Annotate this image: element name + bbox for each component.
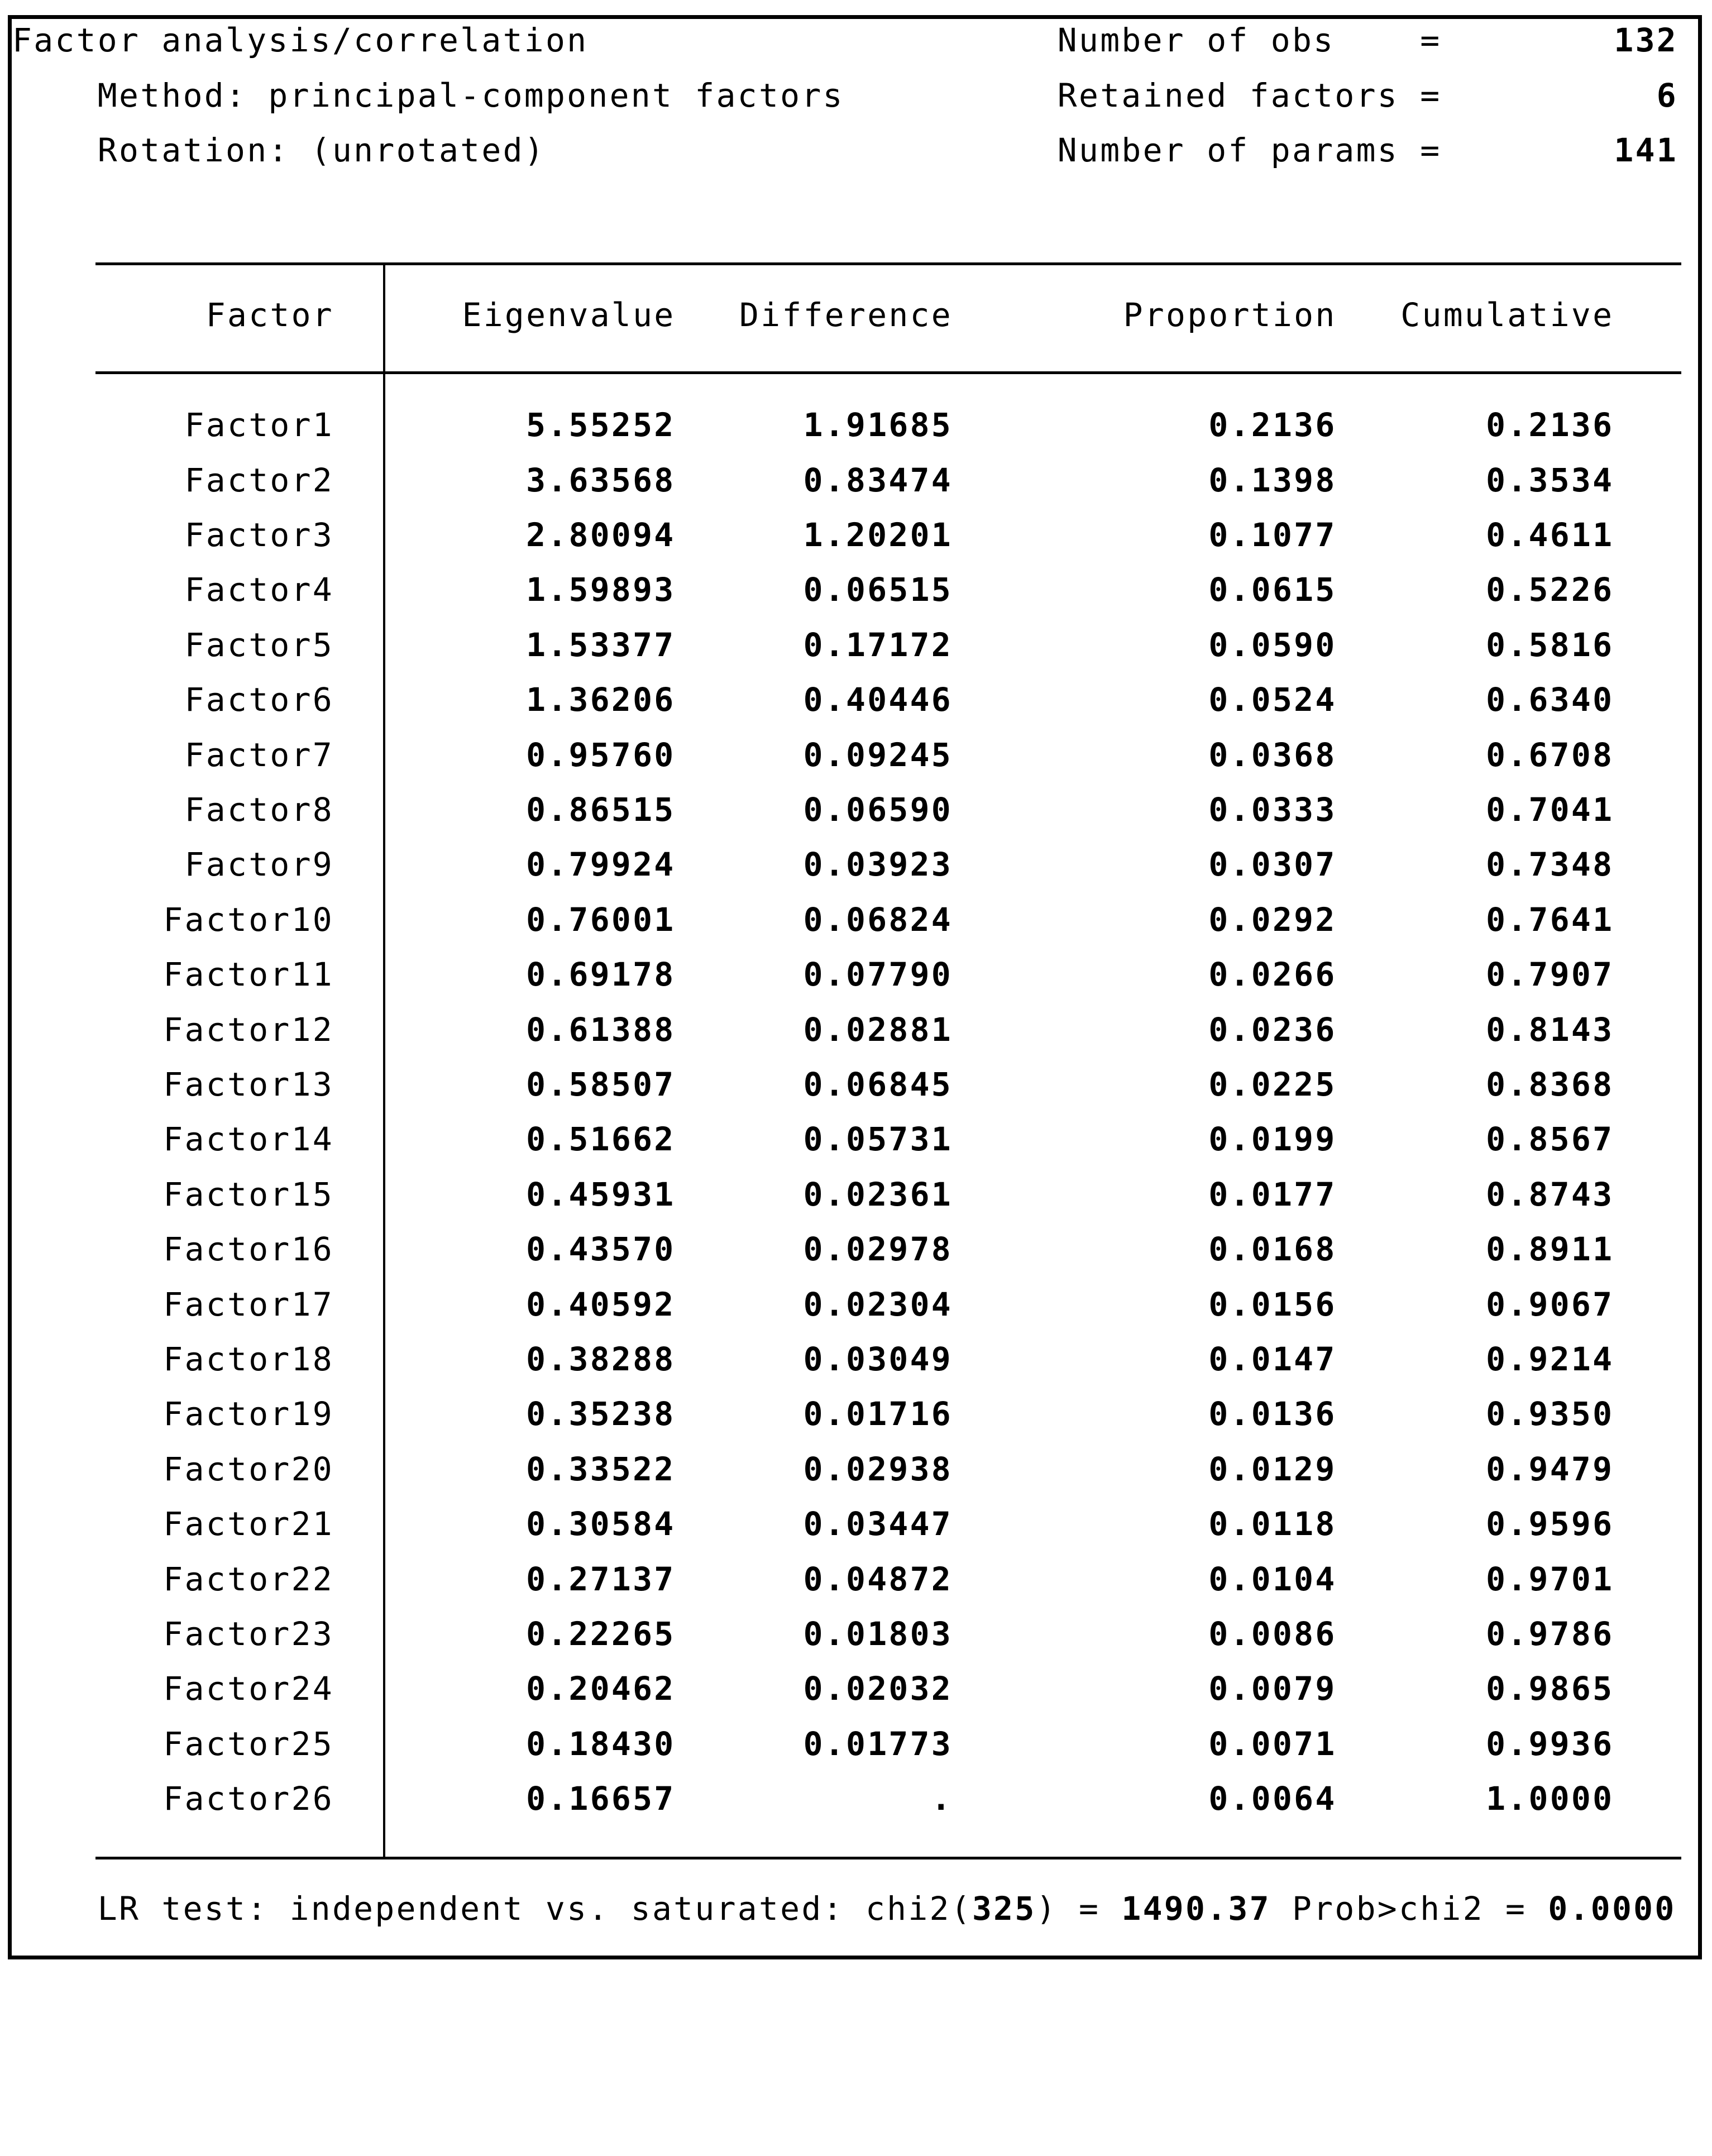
table-header-row bbox=[12, 288, 1704, 342]
factor-label: Factor8 bbox=[184, 790, 334, 829]
column-header-eigenvalue: Eigenvalue bbox=[462, 296, 676, 334]
cumulative-cell: 0.7041 bbox=[1486, 790, 1614, 829]
stat-label-obs: Number of obs bbox=[1057, 21, 1335, 60]
difference-cell: 0.06824 bbox=[803, 900, 953, 939]
factor-label: Factor20 bbox=[163, 1450, 334, 1488]
factor-label: Factor7 bbox=[184, 735, 334, 774]
difference-cell: . bbox=[931, 1780, 953, 1818]
difference-cell: 0.06845 bbox=[803, 1065, 953, 1103]
difference-cell: 0.17172 bbox=[803, 625, 953, 664]
stat-value-params: 141 bbox=[1614, 131, 1678, 170]
difference-cell: 0.01716 bbox=[803, 1395, 953, 1433]
stat-equals-obs: = bbox=[1420, 21, 1442, 60]
lr-test-prefix: LR test: independent vs. saturated: chi2( bbox=[97, 1889, 972, 1928]
header-line-1 bbox=[12, 13, 1704, 68]
factor-label: Factor2 bbox=[184, 461, 334, 499]
proportion-cell: 0.0086 bbox=[1208, 1614, 1337, 1653]
factor-label: Factor15 bbox=[163, 1175, 334, 1213]
cumulative-cell: 0.8368 bbox=[1486, 1065, 1614, 1103]
cumulative-cell: 0.9865 bbox=[1486, 1670, 1614, 1708]
method-label: Method: principal-component factors bbox=[97, 76, 844, 114]
factor-label: Factor17 bbox=[163, 1285, 334, 1323]
eigenvalue-cell: 0.38288 bbox=[526, 1340, 676, 1378]
column-header-cumulative: Cumulative bbox=[1400, 296, 1614, 334]
lr-test-prob-label: Prob>chi2 = bbox=[1270, 1889, 1548, 1928]
rotation-label: Rotation: (unrotated) bbox=[97, 131, 546, 170]
cumulative-cell: 0.9786 bbox=[1486, 1614, 1614, 1653]
difference-cell: 0.06590 bbox=[803, 790, 953, 829]
eigenvalue-cell: 3.63568 bbox=[526, 461, 676, 499]
table-top-rule bbox=[95, 262, 1681, 265]
difference-cell: 0.04872 bbox=[803, 1560, 953, 1598]
difference-cell: 0.02938 bbox=[803, 1450, 953, 1488]
lr-test-prob: 0.0000 bbox=[1548, 1889, 1676, 1928]
difference-cell: 0.02978 bbox=[803, 1230, 953, 1269]
column-header-factor: Factor bbox=[205, 296, 334, 334]
factor-label: Factor21 bbox=[163, 1505, 334, 1543]
factor-label: Factor3 bbox=[184, 515, 334, 554]
table-row bbox=[12, 947, 1704, 1002]
cumulative-cell: 0.7907 bbox=[1486, 955, 1614, 994]
factor-label: Factor19 bbox=[163, 1395, 334, 1433]
cumulative-cell: 0.3534 bbox=[1486, 461, 1614, 499]
proportion-cell: 0.0524 bbox=[1208, 681, 1337, 719]
cumulative-cell: 1.0000 bbox=[1486, 1780, 1614, 1818]
proportion-cell: 0.0292 bbox=[1208, 900, 1337, 939]
cumulative-cell: 0.9479 bbox=[1486, 1450, 1614, 1488]
proportion-cell: 0.1077 bbox=[1208, 515, 1337, 554]
proportion-cell: 0.0236 bbox=[1208, 1010, 1337, 1049]
stat-value-retained: 6 bbox=[1656, 76, 1678, 114]
cumulative-cell: 0.9350 bbox=[1486, 1395, 1614, 1433]
table-row bbox=[12, 618, 1704, 672]
factor-label: Factor13 bbox=[163, 1065, 334, 1103]
lr-test-df: 325 bbox=[972, 1889, 1036, 1928]
stat-label-retained: Retained factors bbox=[1057, 76, 1399, 114]
proportion-cell: 0.0136 bbox=[1208, 1395, 1337, 1433]
factor-label: Factor22 bbox=[163, 1560, 334, 1598]
cumulative-cell: 0.5816 bbox=[1486, 625, 1614, 664]
stat-value-obs: 132 bbox=[1614, 21, 1678, 60]
difference-cell: 0.40446 bbox=[803, 681, 953, 719]
lr-test-line bbox=[98, 1881, 1712, 1936]
eigenvalue-cell: 5.55252 bbox=[526, 406, 676, 444]
eigenvalue-cell: 0.86515 bbox=[526, 790, 676, 829]
table-row bbox=[12, 728, 1704, 782]
proportion-cell: 0.0307 bbox=[1208, 845, 1337, 884]
proportion-cell: 0.0104 bbox=[1208, 1560, 1337, 1598]
difference-cell: 1.91685 bbox=[803, 406, 953, 444]
eigenvalue-cell: 0.95760 bbox=[526, 735, 676, 774]
lr-test-mid: ) = bbox=[1036, 1889, 1122, 1928]
difference-cell: 0.03447 bbox=[803, 1505, 953, 1543]
proportion-cell: 0.0368 bbox=[1208, 735, 1337, 774]
cumulative-cell: 0.9214 bbox=[1486, 1340, 1614, 1378]
table-row bbox=[12, 782, 1704, 837]
factor-label: Factor6 bbox=[184, 681, 334, 719]
proportion-cell: 0.0129 bbox=[1208, 1450, 1337, 1488]
cumulative-cell: 0.5226 bbox=[1486, 571, 1614, 609]
table-row bbox=[12, 1442, 1704, 1497]
cumulative-cell: 0.8567 bbox=[1486, 1120, 1614, 1159]
factor-label: Factor14 bbox=[163, 1120, 334, 1159]
eigenvalue-cell: 0.40592 bbox=[526, 1285, 676, 1323]
proportion-cell: 0.0147 bbox=[1208, 1340, 1337, 1378]
table-row bbox=[12, 892, 1704, 947]
proportion-cell: 0.2136 bbox=[1208, 406, 1337, 444]
cumulative-cell: 0.6340 bbox=[1486, 681, 1614, 719]
factor-label: Factor5 bbox=[184, 625, 334, 664]
eigenvalue-cell: 0.20462 bbox=[526, 1670, 676, 1708]
proportion-cell: 0.0079 bbox=[1208, 1670, 1337, 1708]
table-row bbox=[12, 1332, 1704, 1387]
eigenvalue-cell: 0.22265 bbox=[526, 1614, 676, 1653]
difference-cell: 0.02881 bbox=[803, 1010, 953, 1049]
table-row bbox=[12, 398, 1704, 452]
table-row bbox=[12, 1222, 1704, 1277]
cumulative-cell: 0.9936 bbox=[1486, 1724, 1614, 1763]
header-line-2 bbox=[12, 68, 1704, 123]
cumulative-cell: 0.7641 bbox=[1486, 900, 1614, 939]
header-line-3 bbox=[12, 123, 1704, 178]
cumulative-cell: 0.4611 bbox=[1486, 515, 1614, 554]
table-row bbox=[12, 1387, 1704, 1441]
output-title: Factor analysis/correlation bbox=[12, 21, 589, 60]
proportion-cell: 0.0615 bbox=[1208, 571, 1337, 609]
cumulative-cell: 0.8743 bbox=[1486, 1175, 1614, 1213]
proportion-cell: 0.0168 bbox=[1208, 1230, 1337, 1269]
factor-label: Factor10 bbox=[163, 900, 334, 939]
eigenvalue-cell: 1.53377 bbox=[526, 625, 676, 664]
table-row bbox=[12, 562, 1704, 617]
difference-cell: 0.07790 bbox=[803, 955, 953, 994]
table-row bbox=[12, 1497, 1704, 1551]
eigenvalue-cell: 1.59893 bbox=[526, 571, 676, 609]
table-bottom-rule bbox=[95, 1857, 1681, 1859]
factor-label: Factor18 bbox=[163, 1340, 334, 1378]
difference-cell: 0.05731 bbox=[803, 1120, 953, 1159]
cumulative-cell: 0.8143 bbox=[1486, 1010, 1614, 1049]
cumulative-cell: 0.9701 bbox=[1486, 1560, 1614, 1598]
factor-label: Factor4 bbox=[184, 571, 334, 609]
eigenvalue-cell: 2.80094 bbox=[526, 515, 676, 554]
eigenvalue-cell: 0.61388 bbox=[526, 1010, 676, 1049]
eigenvalue-cell: 0.76001 bbox=[526, 900, 676, 939]
column-header-difference: Difference bbox=[739, 296, 953, 334]
difference-cell: 0.83474 bbox=[803, 461, 953, 499]
table-row bbox=[12, 1002, 1704, 1057]
factor-label: Factor25 bbox=[163, 1724, 334, 1763]
difference-cell: 0.02032 bbox=[803, 1670, 953, 1708]
cumulative-cell: 0.9067 bbox=[1486, 1285, 1614, 1323]
difference-cell: 0.06515 bbox=[803, 571, 953, 609]
difference-cell: 0.02361 bbox=[803, 1175, 953, 1213]
table-row bbox=[12, 1277, 1704, 1332]
table-row bbox=[12, 508, 1704, 562]
eigenvalue-cell: 0.16657 bbox=[526, 1780, 676, 1818]
eigenvalue-cell: 0.30584 bbox=[526, 1505, 676, 1543]
table-row bbox=[12, 1771, 1704, 1826]
factor-label: Factor12 bbox=[163, 1010, 334, 1049]
difference-cell: 0.03923 bbox=[803, 845, 953, 884]
eigenvalue-cell: 0.58507 bbox=[526, 1065, 676, 1103]
factor-label: Factor1 bbox=[184, 406, 334, 444]
proportion-cell: 0.1398 bbox=[1208, 461, 1337, 499]
factor-label: Factor9 bbox=[184, 845, 334, 884]
proportion-cell: 0.0064 bbox=[1208, 1780, 1337, 1818]
stat-equals-retained: = bbox=[1420, 76, 1442, 114]
table-row bbox=[12, 1717, 1704, 1771]
column-header-proportion: Proportion bbox=[1123, 296, 1337, 334]
eigenvalue-cell: 0.79924 bbox=[526, 845, 676, 884]
cumulative-cell: 0.8911 bbox=[1486, 1230, 1614, 1269]
cumulative-cell: 0.9596 bbox=[1486, 1505, 1614, 1543]
difference-cell: 0.02304 bbox=[803, 1285, 953, 1323]
factor-label: Factor16 bbox=[163, 1230, 334, 1269]
proportion-cell: 0.0156 bbox=[1208, 1285, 1337, 1323]
eigenvalue-cell: 0.35238 bbox=[526, 1395, 676, 1433]
proportion-cell: 0.0071 bbox=[1208, 1724, 1337, 1763]
proportion-cell: 0.0199 bbox=[1208, 1120, 1337, 1159]
difference-cell: 0.01773 bbox=[803, 1724, 953, 1763]
cumulative-cell: 0.7348 bbox=[1486, 845, 1614, 884]
difference-cell: 1.20201 bbox=[803, 515, 953, 554]
difference-cell: 0.09245 bbox=[803, 735, 953, 774]
proportion-cell: 0.0266 bbox=[1208, 955, 1337, 994]
table-row bbox=[12, 1167, 1704, 1222]
factor-label: Factor11 bbox=[163, 955, 334, 994]
eigenvalue-cell: 0.33522 bbox=[526, 1450, 676, 1488]
proportion-cell: 0.0225 bbox=[1208, 1065, 1337, 1103]
factor-label: Factor26 bbox=[163, 1780, 334, 1818]
stat-label-params: Number of params bbox=[1057, 131, 1399, 170]
table-row bbox=[12, 1661, 1704, 1716]
difference-cell: 0.03049 bbox=[803, 1340, 953, 1378]
eigenvalue-cell: 0.51662 bbox=[526, 1120, 676, 1159]
table-row bbox=[12, 1057, 1704, 1112]
cumulative-cell: 0.6708 bbox=[1486, 735, 1614, 774]
table-header-rule bbox=[95, 371, 1681, 374]
table-row bbox=[12, 1607, 1704, 1661]
proportion-cell: 0.0333 bbox=[1208, 790, 1337, 829]
lr-test-chi2: 1490.37 bbox=[1121, 1889, 1271, 1928]
eigenvalue-cell: 0.43570 bbox=[526, 1230, 676, 1269]
table-row bbox=[12, 1552, 1704, 1607]
cumulative-cell: 0.2136 bbox=[1486, 406, 1614, 444]
proportion-cell: 0.0177 bbox=[1208, 1175, 1337, 1213]
table-row bbox=[12, 837, 1704, 892]
eigenvalue-cell: 0.18430 bbox=[526, 1724, 676, 1763]
difference-cell: 0.01803 bbox=[803, 1614, 953, 1653]
eigenvalue-cell: 1.36206 bbox=[526, 681, 676, 719]
eigenvalue-cell: 0.27137 bbox=[526, 1560, 676, 1598]
factor-label: Factor23 bbox=[163, 1614, 334, 1653]
proportion-cell: 0.0590 bbox=[1208, 625, 1337, 664]
eigenvalue-cell: 0.69178 bbox=[526, 955, 676, 994]
table-row bbox=[12, 1112, 1704, 1167]
proportion-cell: 0.0118 bbox=[1208, 1505, 1337, 1543]
table-row bbox=[12, 672, 1704, 727]
table-row bbox=[12, 453, 1704, 508]
eigenvalue-cell: 0.45931 bbox=[526, 1175, 676, 1213]
factor-label: Factor24 bbox=[163, 1670, 334, 1708]
stat-equals-params: = bbox=[1420, 131, 1442, 170]
